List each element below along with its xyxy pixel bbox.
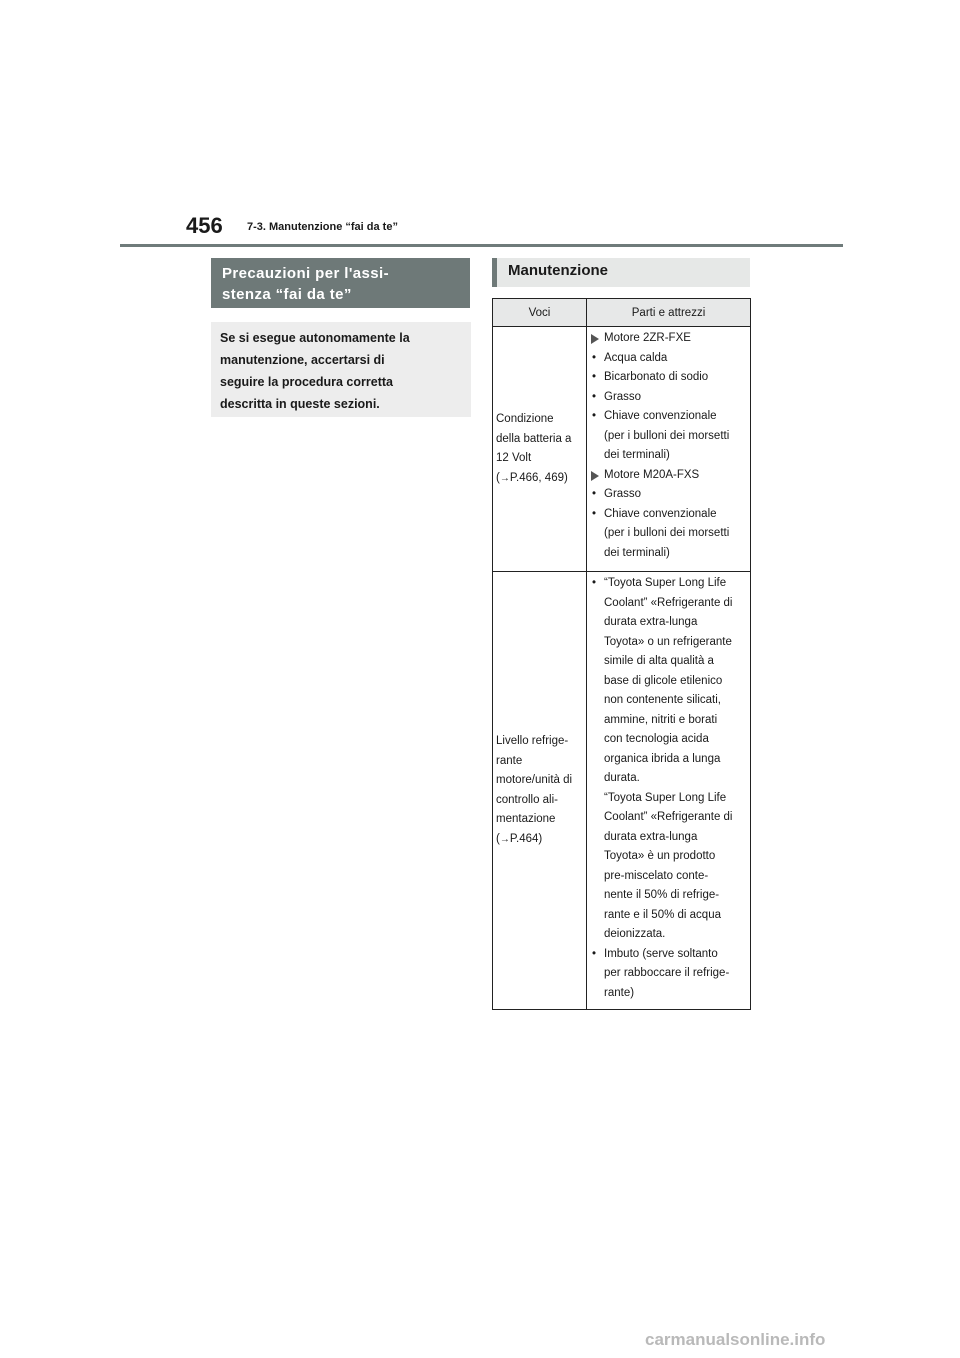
- list-item-continuation: [590, 886, 747, 906]
- bullet-icon: •: [592, 410, 597, 422]
- page-reference[interactable]: [496, 469, 583, 489]
- table-row: [493, 572, 751, 1010]
- item-line: rante: [496, 754, 523, 767]
- list-item: [590, 349, 747, 369]
- parts-text: “Toyota Super Long Life: [604, 577, 727, 589]
- bullet-icon: •: [592, 507, 597, 520]
- bullet-icon: •: [592, 390, 597, 403]
- list-item-continuation: [590, 750, 747, 770]
- ref-open-paren: (: [496, 832, 500, 845]
- table-row: [493, 327, 751, 572]
- list-item-continuation: [590, 652, 747, 672]
- parts-text: Toyota» o un refrigerante: [604, 635, 732, 648]
- item-line: Condizione: [496, 413, 554, 425]
- parts-text: per rabboccare il refrige-: [604, 967, 730, 979]
- maintenance-table: [492, 298, 751, 1010]
- item-line: controllo ali-: [496, 793, 558, 806]
- list-item-continuation: [590, 544, 747, 564]
- item-line: della batteria a: [496, 432, 572, 445]
- list-item-continuation: [590, 633, 747, 653]
- list-item: [590, 485, 747, 505]
- parts-text: Grasso: [604, 488, 642, 500]
- page-reference[interactable]: [496, 830, 583, 850]
- list-item: [590, 505, 747, 525]
- list-item-continuation: [590, 691, 747, 711]
- list-item: [590, 368, 747, 388]
- list-item-continuation: [590, 672, 747, 692]
- parts-text: Grasso: [604, 390, 642, 403]
- parts-text: simile di alta qualità a: [604, 655, 714, 667]
- item-line: mentazione: [496, 813, 556, 825]
- list-item-continuation: [590, 769, 747, 789]
- parts-cell: [587, 327, 751, 572]
- engine-subheading: [590, 329, 747, 349]
- bullet-icon: •: [592, 488, 597, 500]
- parts-text: organica ibrida a lunga: [604, 752, 721, 765]
- parts-text: dei terminali): [604, 546, 670, 559]
- list-item: [590, 574, 747, 594]
- note-line: manutenzione, accertarsi di: [220, 353, 385, 367]
- note-line: Se si esegue autonomamente la: [220, 331, 410, 345]
- list-item-continuation: [590, 906, 747, 926]
- note-line: seguire la procedura corretta: [220, 375, 393, 389]
- item-line: motore/unità di: [496, 774, 573, 786]
- arrow-right-icon: →: [499, 472, 510, 484]
- parts-text: Coolant” «Refrigerante di: [604, 596, 733, 609]
- list-item-continuation: [590, 828, 747, 848]
- maintenance-title: Manutenzione: [508, 262, 608, 279]
- parts-text: con tecnologia acida: [604, 733, 709, 745]
- bullet-icon: •: [592, 371, 597, 383]
- item-cell: [493, 572, 587, 1010]
- parts-text: “Toyota Super Long Life: [604, 791, 727, 804]
- item-cell: [493, 327, 587, 572]
- triangle-marker-icon: [591, 471, 599, 481]
- arrow-right-icon: →: [499, 833, 510, 845]
- section-title-line: Precauzioni per l'assi-: [222, 265, 389, 282]
- parts-text: rante e il 50% di acqua: [604, 908, 721, 921]
- parts-text: Chiave convenzionale: [604, 410, 717, 422]
- section-title-line: stenza “fai da te”: [222, 286, 352, 303]
- note-line: descritta in queste sezioni.: [220, 397, 380, 411]
- header-divider: [120, 244, 843, 247]
- list-item-continuation: [590, 984, 747, 1004]
- list-item-continuation: [590, 594, 747, 614]
- section-title-box: [211, 258, 470, 308]
- parts-text: (per i bulloni dei morsetti: [604, 429, 730, 442]
- parts-text: rante): [604, 986, 635, 999]
- parts-text: deionizzata.: [604, 928, 666, 940]
- diy-note-box: [211, 322, 471, 417]
- maintenance-heading: [492, 258, 750, 287]
- list-item: [590, 945, 747, 965]
- bullet-icon: •: [592, 947, 597, 960]
- list-item-continuation: [590, 524, 747, 544]
- parts-text: Chiave convenzionale: [604, 507, 717, 520]
- ref-pages: P.466, 469): [509, 471, 568, 484]
- parts-text: Imbuto (serve soltanto: [604, 947, 718, 960]
- bullet-icon: •: [592, 351, 597, 364]
- list-item-continuation: [590, 711, 747, 731]
- parts-text: dei terminali): [604, 449, 670, 461]
- engine-subheading: [590, 466, 747, 486]
- table-header-row: [493, 299, 751, 327]
- item-line: Livello refrige-: [496, 735, 569, 747]
- column-header-parts: Parti e attrezzi: [587, 299, 751, 327]
- parts-text: Motore M20A-FXS: [604, 468, 700, 481]
- page-number: 456: [186, 213, 223, 238]
- list-item-continuation: [590, 847, 747, 867]
- parts-text: durata extra-lunga: [604, 616, 698, 628]
- list-item-continuation: [590, 730, 747, 750]
- list-item-continuation: [590, 808, 747, 828]
- parts-text: durata extra-lunga: [604, 830, 698, 843]
- parts-text: durata.: [604, 772, 640, 784]
- parts-cell: [587, 572, 751, 1010]
- ref-pages: P.464): [509, 832, 543, 845]
- parts-text: Coolant” «Refrigerante di: [604, 811, 733, 823]
- triangle-marker-icon: [591, 334, 599, 344]
- item-line: 12 Volt: [496, 452, 532, 464]
- list-item-continuation: [590, 925, 747, 945]
- parts-text: non contenente silicati,: [604, 694, 721, 706]
- parts-text: base di glicole etilenico: [604, 674, 723, 687]
- watermark: carmanualsonline.info: [645, 1330, 826, 1349]
- parts-text: Acqua calda: [604, 351, 668, 364]
- parts-text: (per i bulloni dei morsetti: [604, 527, 730, 539]
- ref-open-paren: (: [496, 471, 500, 484]
- parts-text: nente il 50% di refrige-: [604, 889, 720, 901]
- list-item-continuation: [590, 613, 747, 633]
- list-item-continuation: [590, 964, 747, 984]
- parts-text: Toyota» è un prodotto: [604, 850, 716, 862]
- list-item-continuation: [590, 446, 747, 466]
- parts-text: Bicarbonato di sodio: [604, 371, 709, 383]
- parts-text: pre-miscelato conte-: [604, 869, 709, 882]
- list-item-continuation: [590, 427, 747, 447]
- bullet-icon: •: [592, 577, 597, 589]
- list-item: [590, 407, 747, 427]
- running-header: 7-3. Manutenzione “fai da te”: [247, 221, 398, 233]
- list-item: [590, 388, 747, 408]
- list-item-continuation: [590, 867, 747, 887]
- parts-text: Motore 2ZR-FXE: [604, 332, 691, 344]
- column-header-items: Voci: [493, 299, 587, 327]
- parts-text: ammine, nitriti e borati: [604, 713, 718, 726]
- list-item-continuation: [590, 789, 747, 809]
